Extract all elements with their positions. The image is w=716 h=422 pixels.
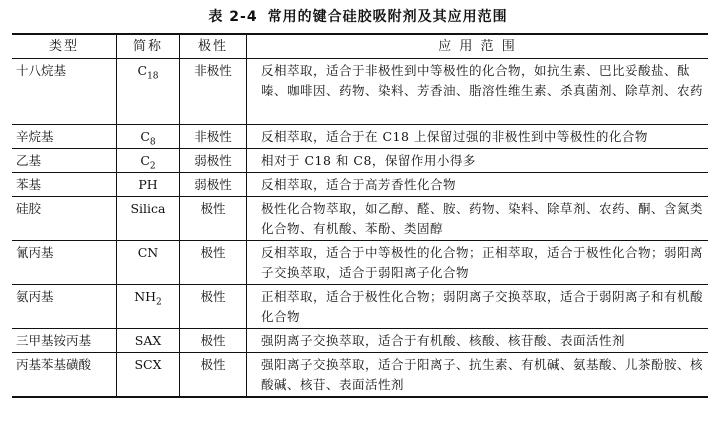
- cell-polarity: 极性: [180, 241, 247, 285]
- table-row: [12, 125, 708, 149]
- cell-type: 辛烷基: [12, 125, 117, 149]
- cell-polarity: 极性: [180, 285, 247, 329]
- table-row: [12, 149, 708, 173]
- cell-application: 相对于 C18 和 C8，保留作用小得多: [247, 149, 709, 173]
- cell-polarity: 极性: [180, 197, 247, 241]
- cell-type: 硅胶: [12, 197, 117, 241]
- table-number: 表 2-4: [208, 9, 258, 25]
- table-row: [12, 241, 708, 285]
- cell-polarity: 非极性: [180, 125, 247, 149]
- table-row: [12, 353, 708, 398]
- cell-application: 反相萃取，适合于中等极性的化合物；正相萃取，适合于极性化合物；弱阳离子交换萃取，适合于弱阳离子化合物: [247, 241, 709, 285]
- cell-application: 正相萃取，适合于极性化合物；弱阴离子交换萃取，适合于弱阴离子和有机酸化合物: [247, 285, 709, 329]
- cell-type: 苯基: [12, 173, 117, 197]
- cell-abbr: $C_2$: [117, 149, 180, 173]
- cell-type: 三甲基铵丙基: [12, 329, 117, 353]
- cell-polarity: 极性: [180, 329, 247, 353]
- table-row: [12, 197, 708, 241]
- header-abbr: 简称: [117, 34, 180, 59]
- table-row: [12, 285, 708, 329]
- cell-abbr: $NH_2$: [117, 285, 180, 329]
- cell-polarity: 弱极性: [180, 173, 247, 197]
- header-application: 应 用 范 围: [247, 34, 709, 59]
- table-title: 常用的键合硅胶吸附剂及其应用范围: [267, 9, 508, 25]
- cell-polarity: 非极性: [180, 59, 247, 125]
- cell-abbr: PH: [117, 173, 180, 197]
- table-row: [12, 329, 708, 353]
- cell-polarity: 极性: [180, 353, 247, 398]
- cell-polarity: 弱极性: [180, 149, 247, 173]
- table-caption: [0, 6, 716, 26]
- cell-abbr: Silica: [117, 197, 180, 241]
- cell-abbr: $C_{18}$: [117, 59, 180, 125]
- cell-type: 丙基苯基磺酸: [12, 353, 117, 398]
- cell-type: 氰丙基: [12, 241, 117, 285]
- table-row: [12, 59, 708, 125]
- cell-abbr: $C_8$: [117, 125, 180, 149]
- cell-application: 反相萃取，适合于非极性到中等极性的化合物，如抗生素、巴比妥酸盐、酞嗪、咖啡因、药物、染料、芳香油、脂溶性维生素、杀真菌剂、除草剂、农药: [247, 59, 709, 125]
- cell-application: 反相萃取，适合于在 C18 上保留过强的非极性到中等极性的化合物: [247, 125, 709, 149]
- table-row: [12, 173, 708, 197]
- cell-abbr: SAX: [117, 329, 180, 353]
- header-type: 类型: [12, 34, 117, 59]
- adsorbent-table: [12, 33, 708, 398]
- cell-application: 强阴离子交换萃取，适合于有机酸、核酸、核苷酸、表面活性剂: [247, 329, 709, 353]
- cell-abbr: CN: [117, 241, 180, 285]
- cell-type: 乙基: [12, 149, 117, 173]
- cell-application: 反相萃取，适合于高芳香性化合物: [247, 173, 709, 197]
- cell-abbr: SCX: [117, 353, 180, 398]
- header-polarity: 极性: [180, 34, 247, 59]
- cell-application: 极性化合物萃取，如乙醇、醛、胺、药物、染料、除草剂、农药、酮、含氮类化合物、有机酸、苯酚、类固醇: [247, 197, 709, 241]
- cell-type: 氨丙基: [12, 285, 117, 329]
- cell-type: 十八烷基: [12, 59, 117, 125]
- table-header-row: [12, 34, 708, 59]
- cell-application: 强阳离子交换萃取，适合于阳离子、抗生素、有机碱、氨基酸、儿茶酚胺、核酸碱、核苷、表面活性剂: [247, 353, 709, 398]
